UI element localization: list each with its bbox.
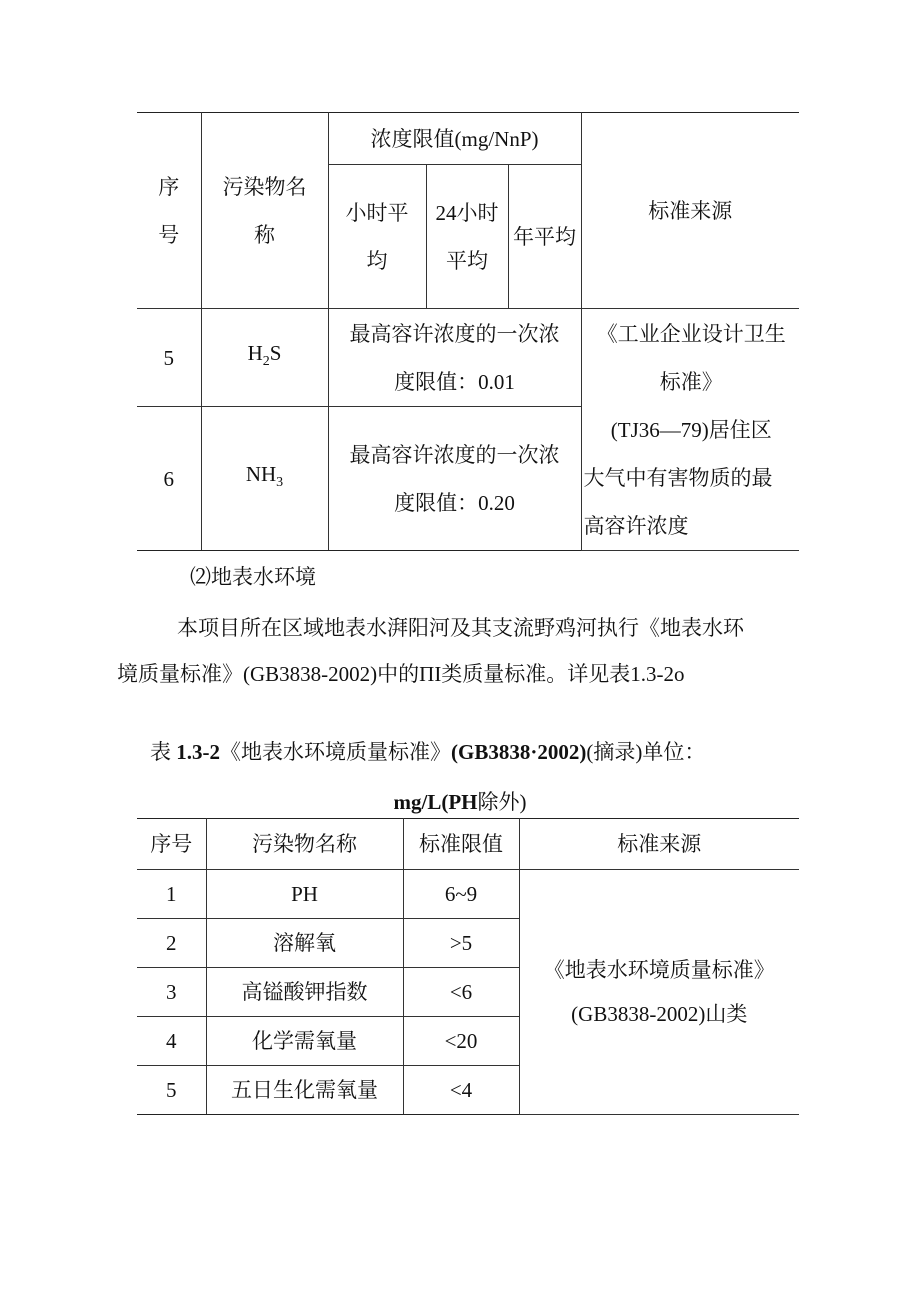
- header-source: 标准来源: [519, 819, 799, 870]
- row-pollutant: $H_2S$: [201, 309, 328, 407]
- row-pollutant: $NH_3$: [201, 407, 328, 551]
- row-limit: <20: [403, 1017, 519, 1066]
- header-concentration-limit: 浓度限值(mg/NnP): [328, 113, 581, 165]
- source-cell: 《工业企业设计卫生 标准》 (TJ36—79)居住区 大气中有害物质的最 高容许浓度: [581, 309, 799, 551]
- table-row: [137, 870, 799, 919]
- row-limit: 最高容许浓度的一次浓 度限值：0.20: [328, 407, 581, 551]
- row-pollutant: 化学需氧量: [206, 1017, 403, 1066]
- row-limit: <6: [403, 968, 519, 1017]
- body-text-line2: 境质量标准》(GB3838-2002)中的ΠI类质量标准。详见表1.3-2o: [117, 662, 685, 686]
- table-row: [137, 309, 799, 407]
- row-pollutant: PH: [206, 870, 403, 919]
- row-limit: 最高容许浓度的一次浓 度限值：0.01: [328, 309, 581, 407]
- header-annual-avg: 年平均: [508, 165, 581, 309]
- table-caption: 表 1.3-2《地表水环境质量标准》(GB3838·2002)(摘录)单位：: [150, 740, 706, 764]
- body-text-line1: 本项目所在区域地表水湃阳河及其支流野鸡河执行《地表水环: [177, 616, 744, 640]
- header-pollutant-name: 污染物名称: [206, 819, 403, 870]
- row-no: 5: [137, 1066, 206, 1115]
- row-no: 5: [137, 309, 201, 407]
- header-limit: 标准限值: [403, 819, 519, 870]
- header-no: 序 号: [137, 113, 201, 309]
- header-pollutant-name: 污染物名 称: [201, 113, 328, 309]
- header-hourly-avg: 小时平 均: [328, 165, 426, 309]
- row-no: 3: [137, 968, 206, 1017]
- header-source: 标准来源: [581, 113, 799, 309]
- section-subheading: ⑵地表水环境: [190, 565, 316, 589]
- row-pollutant: 五日生化需氧量: [206, 1066, 403, 1115]
- row-limit: <4: [403, 1066, 519, 1115]
- source-cell: 《地表水环境质量标准》 (GB3838-2002)山类: [519, 870, 799, 1115]
- air-standard-table: [137, 112, 799, 551]
- row-no: 4: [137, 1017, 206, 1066]
- header-no: 序号: [137, 819, 206, 870]
- row-no: 1: [137, 870, 206, 919]
- row-no: 6: [137, 407, 201, 551]
- table-caption-unit: mg/L(PH除外): [393, 790, 527, 814]
- header-24h-avg: 24小时 平均: [426, 165, 508, 309]
- row-pollutant: 高镒酸钾指数: [206, 968, 403, 1017]
- surface-water-standard-table: [137, 818, 799, 1115]
- row-limit: >5: [403, 919, 519, 968]
- row-pollutant: 溶解氧: [206, 919, 403, 968]
- row-limit: 6~9: [403, 870, 519, 919]
- row-no: 2: [137, 919, 206, 968]
